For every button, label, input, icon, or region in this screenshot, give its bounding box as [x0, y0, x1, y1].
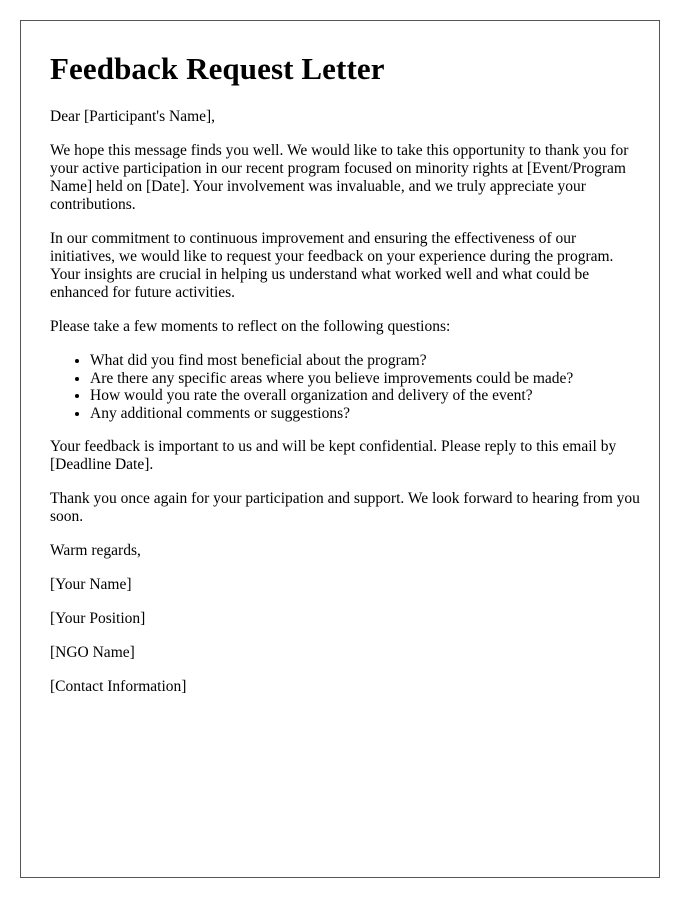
sign-off: Warm regards,: [50, 542, 141, 559]
questions-intro-paragraph: Please take a few moments to reflect on the following questions:: [50, 318, 451, 335]
question-item: • What did you find most beneficial about the program?: [90, 352, 640, 370]
question-item: • Any additional comments or suggestions?: [90, 405, 640, 423]
question-item: • How would you rate the overall organization and delivery of the event?: [90, 387, 640, 405]
intro-paragraph: We hope this message finds you well. We would like to take this opportunity to thank you for your active participation in our recent program focused on minority rights at [Event/Program Name] held on [Date]. Your involvement was invaluable, and we truly appreciate your contributions.: [50, 142, 629, 213]
commitment-paragraph: In our commitment to continuous improvement and ensuring the effectiveness of our initiatives, we would like to request your feedback on your experience during the program. Your insights are crucial in helping us understand what worked well and what could be enhanced for future activities.: [50, 230, 614, 301]
signature-organization: [NGO Name]: [50, 644, 135, 661]
confidentiality-paragraph: Your feedback is important to us and will be kept confidential. Please reply to this email by [Deadline Date].: [50, 438, 617, 473]
letter-content: [50, 21, 640, 696]
question-item: • Are there any specific areas where you believe improvements could be made?: [90, 370, 640, 388]
signature-position: [Your Position]: [50, 610, 146, 627]
signature-contact: [Contact Information]: [50, 678, 187, 695]
salutation: Dear [Participant's Name],: [50, 108, 216, 125]
letter-page: [20, 20, 660, 878]
signature-name: [Your Name]: [50, 576, 132, 593]
thanks-paragraph: Thank you once again for your participation and support. We look forward to hearing from you soon.: [50, 490, 640, 525]
letter-title: Feedback Request Letter: [50, 51, 385, 86]
questions-list: [50, 352, 640, 422]
